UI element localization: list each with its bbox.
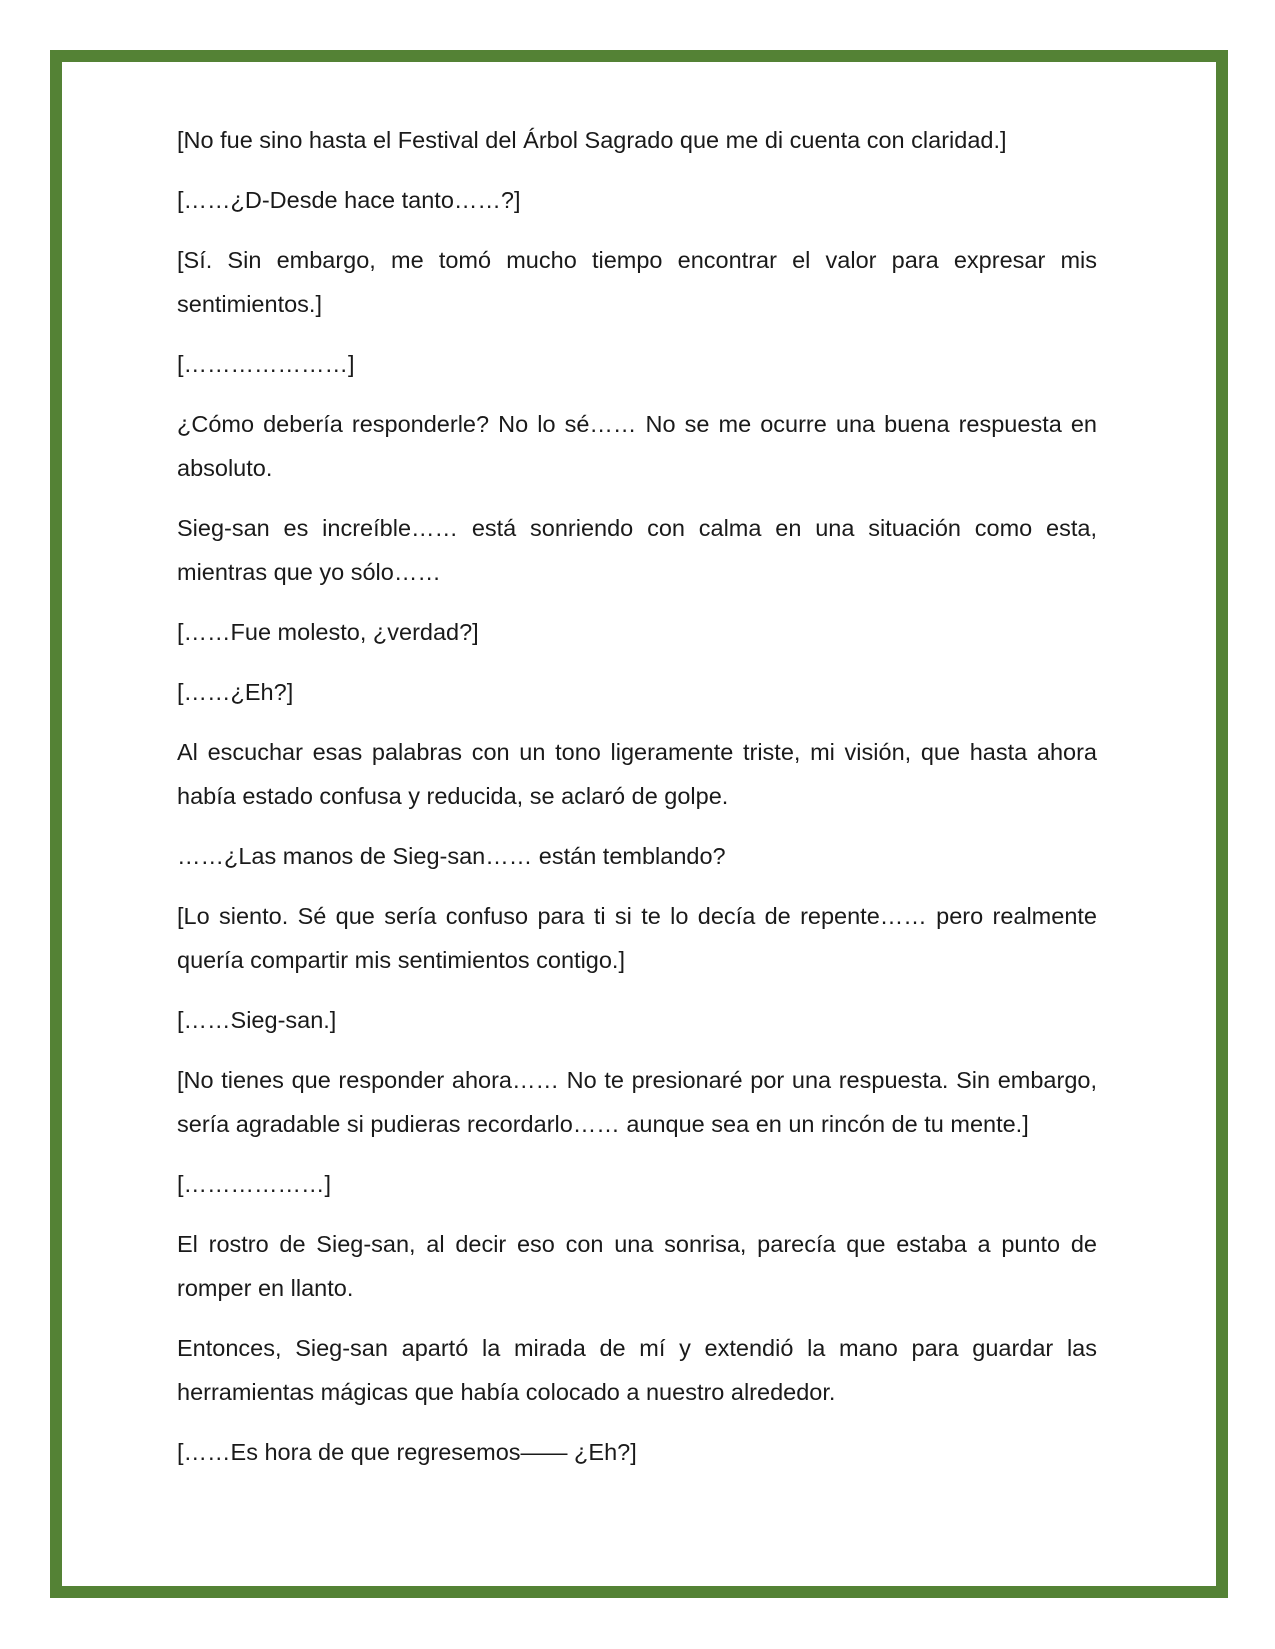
paragraph: [……¿D-Desde hace tanto……?]	[177, 187, 521, 213]
paragraph: [……Fue molesto, ¿verdad?]	[177, 619, 479, 645]
document-text	[177, 118, 1097, 1490]
paragraph: […………………]	[177, 351, 355, 377]
paragraph: [Sí. Sin embargo, me tomó mucho tiempo encontrar el valor para expresar mis sentimientos.]	[177, 247, 1097, 317]
paragraph: ¿Cómo debería responderle? No lo sé…… No se me ocurre una buena respuesta en absoluto.	[177, 411, 1097, 481]
paragraph: Sieg-san es increíble…… está sonriendo con calma en una situación como esta, mientras que yo sólo……	[177, 515, 1097, 585]
paragraph: Al escuchar esas palabras con un tono ligeramente triste, mi visión, que hasta ahora había estado confusa y reducida, se aclaró de golpe.	[177, 739, 1097, 809]
paragraph: [………………]	[177, 1171, 332, 1197]
paragraph: [……Es hora de que regresemos—— ¿Eh?]	[177, 1439, 637, 1465]
paragraph: [No tienes que responder ahora…… No te presionaré por una respuesta. Sin embargo, sería agradable si pudieras recordarlo…… aunque sea en un rincón de tu mente.]	[177, 1067, 1097, 1137]
paragraph: ……¿Las manos de Sieg-san…… están temblando?	[177, 843, 726, 869]
paragraph: [……Sieg-san.]	[177, 1007, 337, 1033]
paragraph: [……¿Eh?]	[177, 679, 294, 705]
paragraph: [No fue sino hasta el Festival del Árbol Sagrado que me di cuenta con claridad.]	[177, 127, 1007, 153]
paragraph: El rostro de Sieg-san, al decir eso con una sonrisa, parecía que estaba a punto de romper en llanto.	[177, 1231, 1097, 1301]
paragraph: Entonces, Sieg-san apartó la mirada de mí y extendió la mano para guardar las herramientas mágicas que había colocado a nuestro alrededor.	[177, 1335, 1097, 1405]
paragraph: [Lo siento. Sé que sería confuso para ti si te lo decía de repente…… pero realmente quería compartir mis sentimientos contigo.]	[177, 903, 1097, 973]
